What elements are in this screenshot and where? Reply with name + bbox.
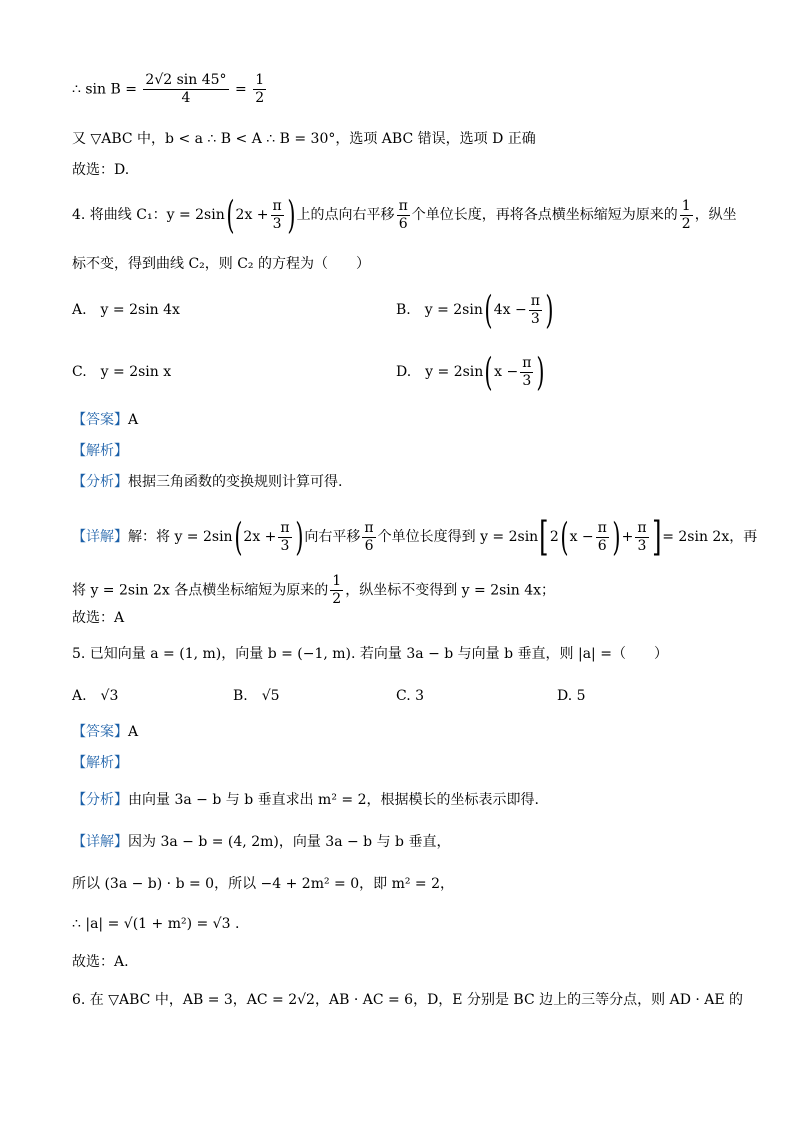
q4-xiangjie-line2: 将 y = 2sin 2x 各点横坐标缩短为原来的 $\frac{1}{2}$ ，纵坐标不变得到 y = 2sin 4x； xyxy=(72,573,556,607)
q5-stem: 5. 已知向量 a = (1, m)，向量 b = (−1, m). 若向量 3a − b 与向量 b 垂直，则 |a| =（ ） xyxy=(72,646,668,662)
solution-line: 又 ▽ABC 中，b < a ∴ B < A ∴ B = 30°，选项 ABC 错误，选项 D 正确 xyxy=(72,131,536,147)
q5-analysis-heading: 【解析】 xyxy=(72,755,128,771)
fraction: $\frac{\pi}{3}$ xyxy=(280,519,290,554)
q5-answer: 【答案】A xyxy=(72,724,139,740)
q5-fenxi: 【分析】由向量 3a − b 与 b 垂直求出 m² = 2，根据模长的坐标表示即得. xyxy=(72,792,539,808)
fraction: $\frac{\pi}{3}$ xyxy=(637,519,647,554)
q5-option-c: C. 3 xyxy=(396,688,425,704)
q4-option-a: A. y = 2sin 4x xyxy=(72,302,180,318)
solution-line-sinB: ∴ sin B = $\frac{2√2 \sin 45^\circ}{4}$ = $\frac{1}{2}$ xyxy=(72,72,265,106)
q4-analysis-heading: 【解析】 xyxy=(72,443,128,459)
q6-stem: 6. 在 ▽ABC 中，AB = 3，AC = 2√2，AB · AC = 6，D，E 分别是 BC 边上的三等分点，则 AD · AE 的 xyxy=(72,992,744,1008)
q4-stem-line1: 4. 将曲线 C₁：y = 2sin(2x + $\frac{\pi}{3}$ )上的点向右平移 $\frac{\pi}{6}$ 个单位长度，再将各点横坐标缩短为原来的 $\frac{1}{2}$ ，纵坐 xyxy=(72,193,737,237)
fraction: $\frac{1}{2}$ xyxy=(332,573,342,607)
fraction: $\frac{1}{2}$ xyxy=(255,72,265,106)
q5-choice: 故选：A. xyxy=(72,954,129,970)
fraction: $\frac{1}{2}$ xyxy=(681,197,691,232)
q4-xiangjie-line1: 【详解】解：将 y = 2sin(2x + $\frac{\pi}{3}$ )向右平移 $\frac{\pi}{6}$ 个单位长度得到 y = 2sin[2(x − $\frac{\pi}{6}$ )+ $\frac{\pi}{3}$ ]= 2sin 2x，再 xyxy=(72,514,758,560)
q4-option-d: D. y = 2sin(x − $\frac{\pi}{3}$ ) xyxy=(396,350,545,394)
q4-stem-line2: 标不变，得到曲线 C₂，则 C₂ 的方程为（ ） xyxy=(72,256,370,272)
choice-line: 故选：D. xyxy=(72,162,130,178)
q4-answer: 【答案】A xyxy=(72,412,139,428)
q4-fenxi: 【分析】根据三角函数的变换规则计算可得. xyxy=(72,474,343,490)
q5-option-b: B. √5 xyxy=(233,688,280,704)
q5-option-a: A. √3 xyxy=(72,688,119,704)
fraction: $\frac{2√2 \sin 45^\circ}{4}$ xyxy=(145,72,227,106)
q5-option-d: D. 5 xyxy=(557,688,586,704)
fraction: $\frac{\pi}{3}$ xyxy=(272,197,282,232)
q4-option-b: B. y = 2sin(4x − $\frac{\pi}{3}$ ) xyxy=(396,288,554,332)
q5-xiangjie-line1: 【详解】因为 3a − b = (4, 2m)，向量 3a − b 与 b 垂直， xyxy=(72,834,451,850)
q5-xiangjie-line3: ∴ |a| = √(1 + m²) = √3 . xyxy=(72,916,240,932)
fraction: $\frac{\pi}{3}$ xyxy=(530,292,540,327)
fraction: $\frac{\pi}{6}$ xyxy=(398,197,408,232)
fraction: $\frac{\pi}{6}$ xyxy=(364,519,374,554)
fraction: $\frac{\pi}{6}$ xyxy=(597,519,607,554)
text: ∴ sin B = xyxy=(72,81,137,98)
q4-choice: 故选：A xyxy=(72,610,125,626)
fraction: $\frac{\pi}{3}$ xyxy=(522,354,532,389)
q4-option-c: C. y = 2sin x xyxy=(72,364,172,380)
q5-xiangjie-line2: 所以 (3a − b) · b = 0，所以 −4 + 2m² = 0，即 m² = 2， xyxy=(72,876,454,892)
